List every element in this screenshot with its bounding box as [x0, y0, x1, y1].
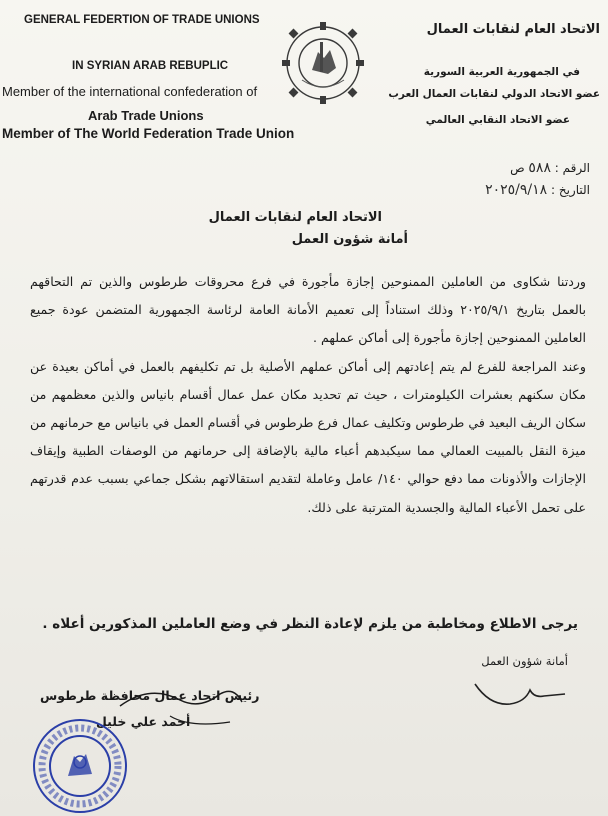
reference-number-label: الرقم :: [554, 161, 590, 175]
body-paragraph-1: وردتنا شكاوى من العاملين الممنوحين إجازة مأجورة في فرع محروقات طرطوس والذين تم التحاقهم بالعمل بتاريخ ٢٠٢٥/٩/١ وذلك استناداً إلى تعميم الأمانة العامة لرئاسة الجمهورية المتضمن عودة جميع العاملين الممنوحين إجازة مأجورة إلى أماكن عملهم .: [30, 274, 586, 346]
reference-number-suffix: ص: [510, 161, 525, 175]
sender-name: أحمد علي خليل: [96, 714, 191, 729]
header-ar-line4: عضو الاتحاد النقابي العالمي: [425, 114, 570, 126]
reference-date: [485, 182, 590, 198]
header-ar-line2: في الجمهورية العربية السورية: [423, 66, 580, 78]
header-en-line2: IN SYRIAN ARAB REBUPLIC: [72, 60, 229, 72]
federation-logo: [280, 20, 366, 106]
reference-number: [510, 160, 590, 176]
official-stamp: [30, 716, 130, 816]
signature-left: [110, 676, 250, 736]
header-en-line4: Arab Trade Unions: [88, 108, 204, 123]
closing-signoff: أمانة شؤون العمل: [481, 654, 568, 668]
reference-number-value: ٥٨٨: [528, 160, 551, 176]
letter-body: [30, 268, 586, 522]
header-en-line5: Member of The World Federation Trade Union: [2, 126, 295, 141]
reference-date-label: التاريخ :: [550, 183, 590, 197]
closing-request: يرجى الاطلاع ومخاطبة من يلزم لإعادة النظر في وضع العاملين المذكورين أعلاه .: [42, 616, 578, 632]
header-en-line3: Member of the international confederation of: [2, 84, 258, 99]
header-en-line1: GENERAL FEDERTION OF TRADE UNIONS: [24, 14, 260, 26]
reference-date-value: ٢٠٢٥/٩/١٨: [485, 182, 548, 198]
body-paragraph-2: وعند المراجعة للفرع لم يتم إعادتهم إلى أماكن عملهم الأصلية بل تم تكليفهم بالعمل في أماكن بعيدة عن مكان سكنهم بعشرات الكيلومترات ، حيث تم تحديد مكان عمل عمال أقسام بانياس والذين معظمهم من سكان الريف البعيد في طرطوس وتكليف عمال فرع طرطوس في أقسام العمل في بانياس مع حرمانهم من ميزة النقل بالمبيت العمالي مما سيكبدهم أعباء مالية بالإضافة إلى حرمانهم من الوصفات الطبية وإيقاف الإجازات والأذونات مما دفع حوالي ١٤٠/ عامل وعاملة لتقديم استقالاتهم بشكل جماعي بسبب عدم قدرتهم على تحمل الأعباء المالية والجسدية المترتبة على ذلك.: [30, 358, 586, 515]
signature-right: [470, 676, 570, 716]
sender-title: رئيس اتحاد عمال محافظة طرطوس: [40, 688, 260, 703]
addressee-line1: الاتحاد العام لنقابات العمال: [208, 210, 382, 225]
header-ar-line3: عضو الاتحاد الدولي لنقابات العمال العرب: [388, 88, 600, 100]
header-ar-line1: الاتحاد العام لنقابات العمال: [426, 22, 600, 37]
addressee-line2: أمانة شؤون العمل: [291, 232, 408, 247]
